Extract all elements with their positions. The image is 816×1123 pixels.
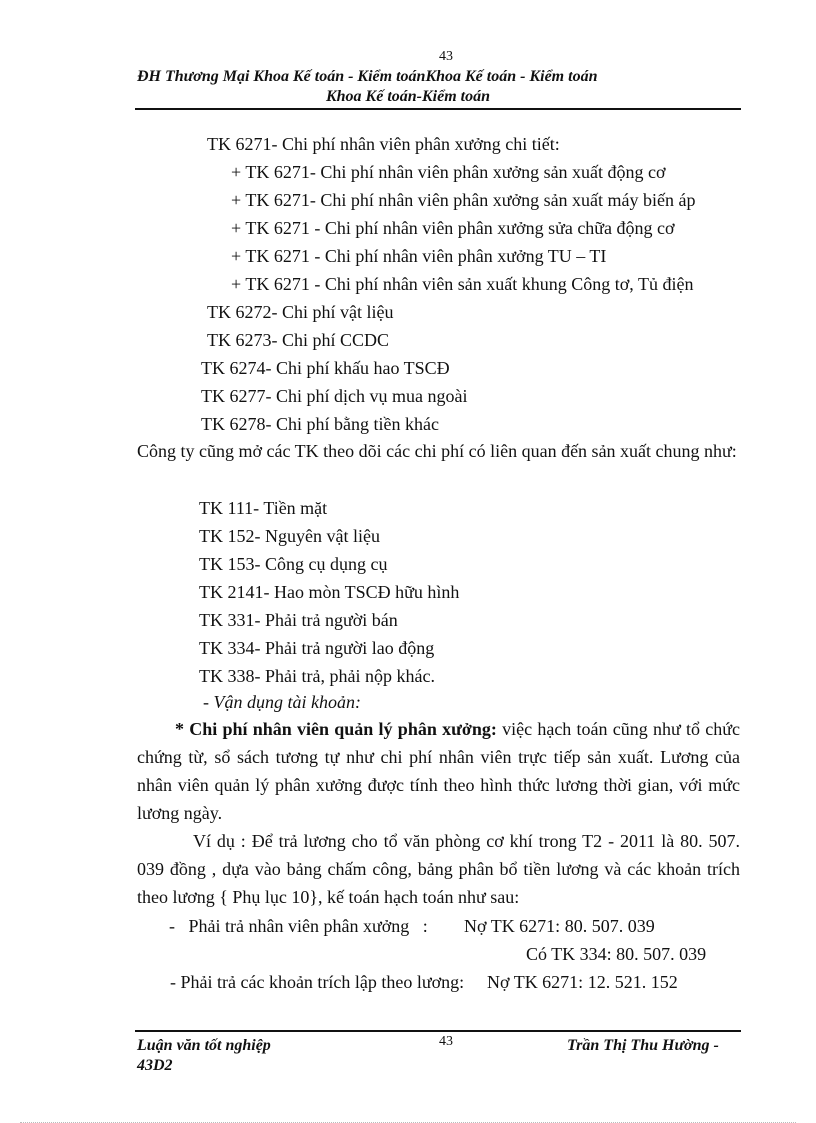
company-paragraph: Công ty cũng mở các TK theo dõi các chi phí có liên quan đến sản xuất chung như: [137,441,737,461]
account-line: TK 6272- Chi phí vật liệu [207,302,394,322]
account-subline: + TK 6271- Chi phí nhân viên phân xưởng sản xuất động cơ [231,162,666,182]
account-line: TK 6273- Chi phí CCDC [207,330,390,350]
related-account: TK 152- Nguyên vật liệu [199,526,380,546]
related-account: TK 2141- Hao mòn TSCĐ hữu hình [199,582,460,602]
footer-thesis-label: Luận văn tốt nghiệp [137,1037,271,1054]
account-line: TK 6278- Chi phí bằng tiền khác [201,414,439,434]
account-line: TK 6271- Chi phí nhân viên phân xưởng chi tiết: [207,134,560,154]
example-paragraph [137,827,740,911]
related-account: TK 153- Công cụ dụng cụ [199,554,388,574]
account-subline: + TK 6271 - Chi phí nhân viên phân xưởng sửa chữa động cơ [231,218,675,238]
example-paragraph-body: Ví dụ : Để trả lương cho tổ văn phòng cơ khí trong T2 - 2011 là 80. 507. 039 đồng , dựa vào bảng chấm công, bảng phân bổ tiền lương và các khoản trích theo lương { Phụ lục 10}, kế toán hạch toán như sau: [137,831,740,907]
footer-author: Trần Thị Thu Hường - [567,1037,719,1054]
manager-paragraph-body: việc hạch toán cũng như tổ chức chứng từ, sổ sách tương tự như chi phí nhân viên trực tiếp sản xuất. Lương của nhân viên quản lý phân xưởng được tính theo hình thức lương thời gian, với mức lương ngày. [137,719,740,823]
account-line: TK 6274- Chi phí khấu hao TSCĐ [201,358,450,378]
usage-heading: - Vận dụng tài khoản: [203,692,361,712]
footer-rule [135,1030,741,1032]
related-account: TK 334- Phải trả người lao động [199,638,435,658]
footer-class: 43D2 [137,1057,173,1074]
account-subline: + TK 6271 - Chi phí nhân viên phân xưởng TU – TI [231,246,607,266]
related-account: TK 111- Tiền mặt [199,498,328,518]
header-title: ĐH Thương Mại Khoa Kế toán - Kiểm toánKhoa Kế toán - Kiểm toán [137,68,598,85]
manager-paragraph-lead: * Chi phí nhân viên quản lý phân xưởng: [175,719,497,739]
header-subtitle: Khoa Kế toán-Kiểm toán [325,88,491,105]
entry-label: - Phải trả các khoản trích lập theo lương: [170,972,465,992]
account-line: TK 6277- Chi phí dịch vụ mua ngoài [201,386,468,406]
header-page-number: 43 [439,49,453,64]
related-account: TK 338- Phải trả, phải nộp khác. [199,666,435,686]
entry-debit: Nợ TK 6271: 80. 507. 039 [464,916,655,936]
entry-debit: Nợ TK 6271: 12. 521. 152 [487,972,678,992]
entry-label: - Phải trả nhân viên phân xưởng : [169,916,428,936]
header-rule [135,108,741,110]
account-subline: + TK 6271 - Chi phí nhân viên sản xuất khung Công tơ, Tủ điện [231,274,694,294]
entry-credit: Có TK 334: 80. 507. 039 [526,944,707,964]
account-subline: + TK 6271- Chi phí nhân viên phân xưởng sản xuất máy biến áp [231,190,696,210]
manager-paragraph [137,715,740,827]
related-account: TK 331- Phải trả người bán [199,610,398,630]
footer-page-number: 43 [439,1034,453,1049]
